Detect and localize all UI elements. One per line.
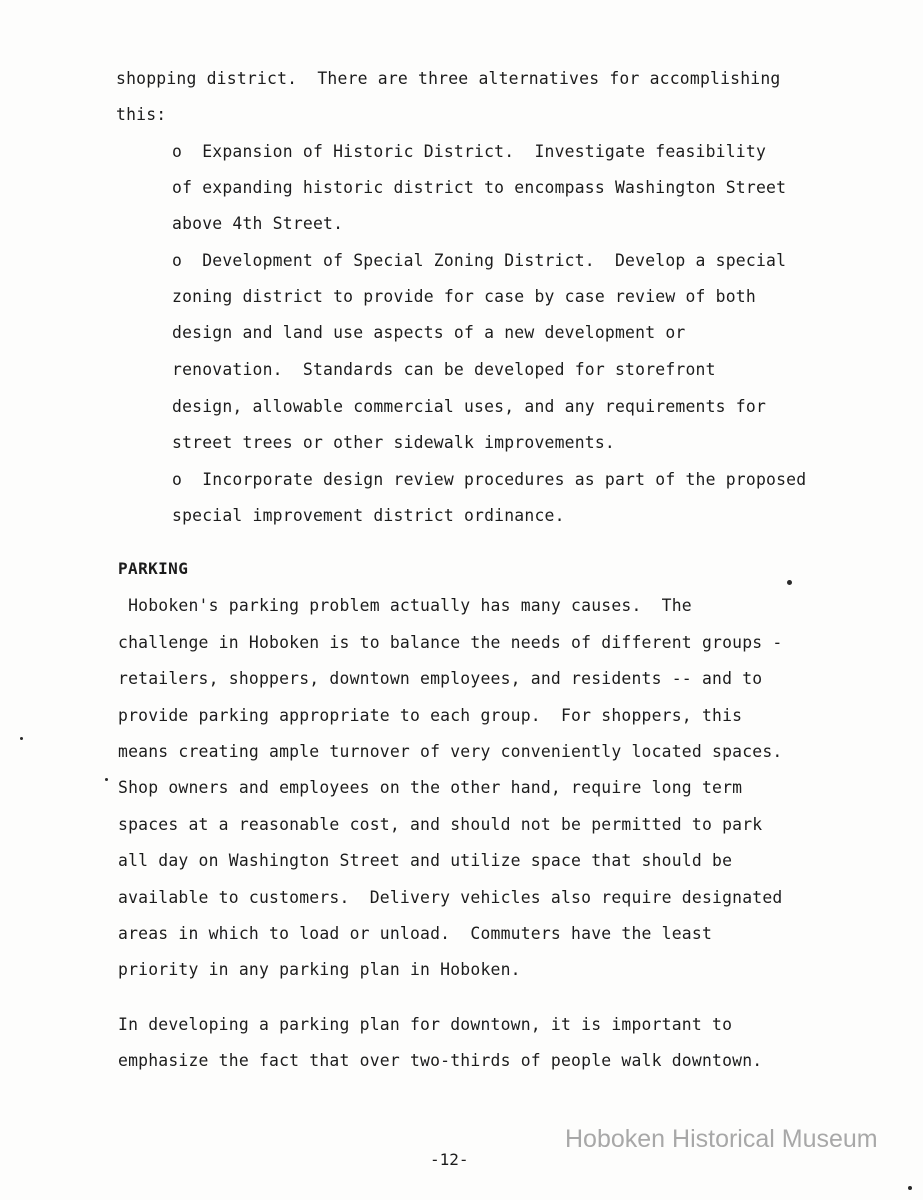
bullet-2-line-1: o Development of Special Zoning District. Develop a special (172, 251, 787, 270)
bullet-1-line-3: above 4th Street. (172, 214, 344, 233)
parking-p1-line-7: spaces at a reasonable cost, and should not be permitted to park (118, 815, 763, 834)
bullet-3-line-1: o Incorporate design review procedures as part of the proposed (172, 470, 807, 489)
parking-p1-line-8: all day on Washington Street and utilize space that should be (118, 851, 733, 870)
scan-speck (908, 1186, 912, 1190)
parking-p1-line-5: means creating ample turnover of very conveniently located spaces. (118, 742, 783, 761)
section-heading-parking: PARKING (118, 559, 189, 578)
bullet-2-line-3: design and land use aspects of a new development or (172, 323, 686, 342)
parking-p1-line-2: challenge in Hoboken is to balance the needs of different groups - (118, 633, 783, 652)
parking-p2-line-2: emphasize the fact that over two-thirds of people walk downtown. (118, 1051, 763, 1070)
scan-speck (20, 737, 23, 740)
museum-watermark: Hoboken Historical Museum (565, 1125, 878, 1153)
bullet-3-line-2: special improvement district ordinance. (172, 506, 565, 525)
scan-speck (105, 778, 108, 781)
page-number: -12- (430, 1150, 469, 1169)
scan-speck (787, 580, 792, 585)
bullet-1-line-2: of expanding historic district to encompass Washington Street (172, 178, 787, 197)
parking-p1-line-10: areas in which to load or unload. Commuters have the least (118, 924, 713, 943)
parking-p1-line-4: provide parking appropriate to each group. For shoppers, this (118, 706, 743, 725)
parking-p1-line-6: Shop owners and employees on the other hand, require long term (118, 778, 743, 797)
parking-p1-line-9: available to customers. Delivery vehicles also require designated (118, 888, 783, 907)
bullet-2-line-5: design, allowable commercial uses, and any requirements for (172, 397, 767, 416)
bullet-1-line-1: o Expansion of Historic District. Investigate feasibility (172, 142, 767, 161)
parking-p1-line-3: retailers, shoppers, downtown employees, and residents -- and to (118, 669, 763, 688)
parking-p2-line-1: In developing a parking plan for downtown, it is important to (118, 1015, 733, 1034)
intro-line-1: shopping district. There are three alternatives for accomplishing (116, 69, 781, 88)
parking-p1-line-1: Hoboken's parking problem actually has many causes. The (118, 596, 692, 615)
intro-line-2: this: (116, 105, 167, 124)
bullet-2-line-2: zoning district to provide for case by case review of both (172, 287, 756, 306)
bullet-2-line-4: renovation. Standards can be developed for storefront (172, 360, 716, 379)
bullet-2-line-6: street trees or other sidewalk improvements. (172, 433, 615, 452)
parking-p1-line-11: priority in any parking plan in Hoboken. (118, 960, 521, 979)
